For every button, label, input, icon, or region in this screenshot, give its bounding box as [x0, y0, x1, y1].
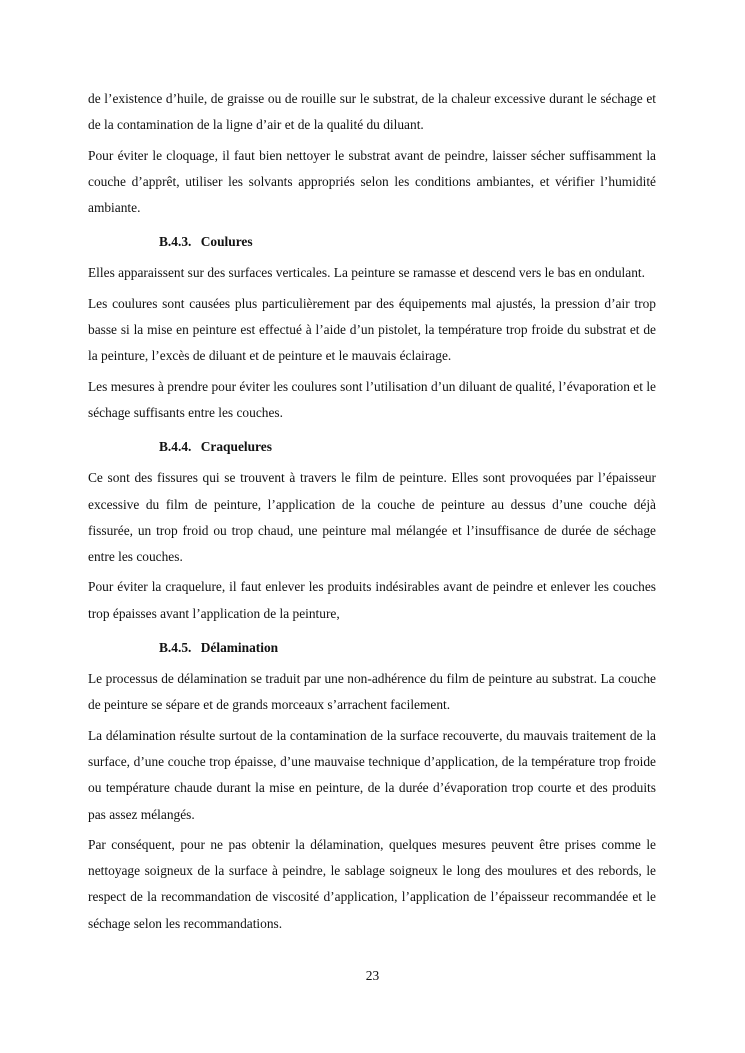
paragraph-craquelures-description: Ce sont des fissures qui se trouvent à travers le film de peinture. Elles sont provoquées par l’épaisseur excessive du film de peinture, l’application de la couche de peinture au dessus d’une couche déjà fissurée, un trop froid ou trop chaud, une peinture mal mélangée et l’insuffisance de durée de séchage entre les couches.	[88, 470, 656, 565]
page-number: 23	[365, 968, 380, 983]
paragraph-delamination-description: Le processus de délamination se traduit par une non-adhérence du film de peinture au substrat. La couche de peinture se sépare et de grands morceaux s’arrachent facilement.	[88, 671, 656, 713]
paragraph-coulures-causes: Les coulures sont causées plus particulièrement par des équipements mal ajustés, la pression d’air trop basse si la mise en peinture est effectué à l’aide d’un pistolet, la température trop froide du substrat et de la peinture, l’excès de diluant et de peinture et le mauvais éclairage.	[88, 295, 656, 364]
section-title: Coulures	[200, 234, 253, 250]
paragraph-craquelures-prevention: Pour éviter la craquelure, il faut enlever les produits indésirables avant de peindre et enlever les couches trop épaisses avant l’application de la peinture,	[88, 579, 656, 621]
section-title: Craquelures	[200, 439, 272, 455]
section-heading-coulures	[159, 231, 656, 253]
section-number: B.4.4.	[159, 439, 192, 455]
document-page	[88, 86, 656, 941]
section-heading-craquelures	[159, 436, 656, 458]
paragraph-cloquage-causes: de l’existence d’huile, de graisse ou de rouille sur le substrat, de la chaleur excessive durant le séchage et de la contamination de la ligne d’air et de la qualité du diluant.	[88, 91, 656, 133]
paragraph-cloquage-prevention: Pour éviter le cloquage, il faut bien nettoyer le substrat avant de peindre, laisser sécher suffisamment la couche d’apprêt, utiliser les solvants appropriés selon les conditions ambiantes, et vérifier l’humidité ambiante.	[88, 147, 656, 216]
paragraph-delamination-causes: La délamination résulte surtout de la contamination de la surface recouverte, du mauvais traitement de la surface, d’une couche trop épaisse, d’une mauvaise technique d’application, de la température trop froide ou température chaude durant la mise en peinture, de la durée d’évaporation trop courte et des produits pas assez mélangés.	[88, 727, 656, 822]
paragraph-coulures-prevention: Les mesures à prendre pour éviter les coulures sont l’utilisation d’un diluant de qualité, l’évaporation et le séchage suffisants entre les couches.	[88, 378, 656, 420]
paragraph-delamination-prevention: Par conséquent, pour ne pas obtenir la délamination, quelques mesures peuvent être prises comme le nettoyage soigneux de la surface à peindre, le sablage soigneux le long des moulures et des rebords, le respect de la recommandation de viscosité d’application, l’application de l’épaisseur recommandée et le séchage selon les recommandations.	[88, 836, 656, 931]
section-number: B.4.3.	[159, 234, 192, 250]
section-title: Délamination	[200, 640, 279, 656]
section-number: B.4.5.	[159, 640, 192, 656]
section-heading-delamination	[159, 637, 656, 659]
paragraph-coulures-description: Elles apparaissent sur des surfaces verticales. La peinture se ramasse et descend vers le bas en ondulant.	[88, 265, 645, 281]
